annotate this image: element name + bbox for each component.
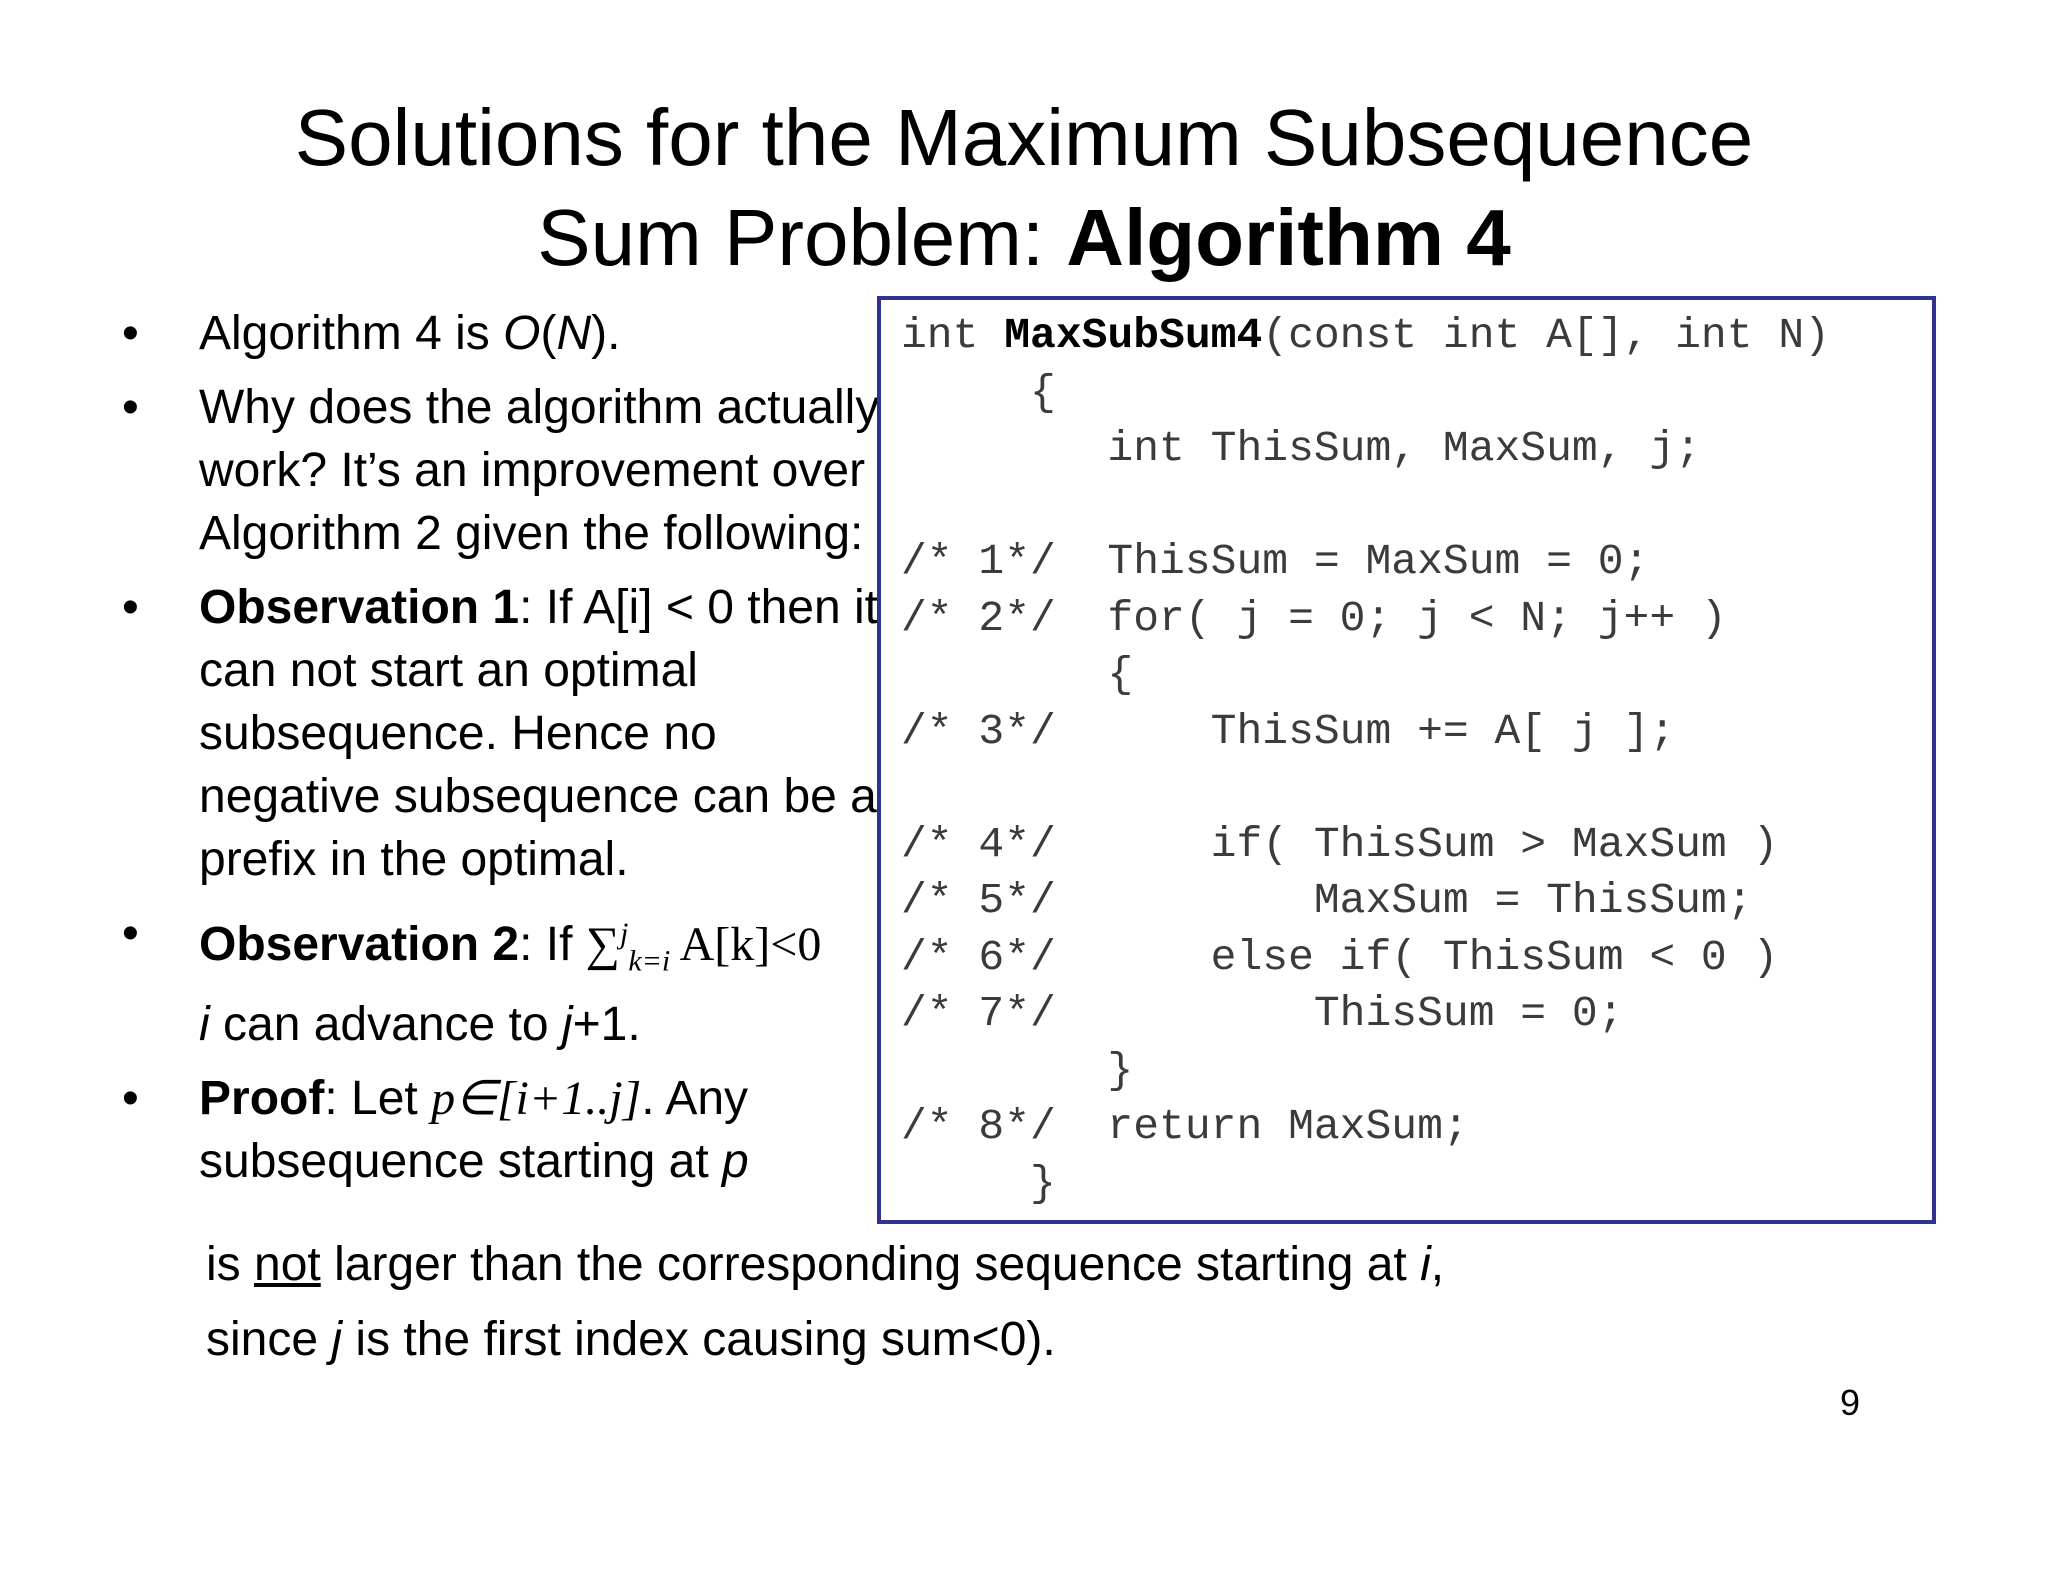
- sum-formula: ∑$^j_{k=i}$ A[k]<0: [585, 917, 822, 978]
- bullet-observation-1: • Observation 1: If A[i] < 0 then it can not start an optimal subsequence. Hence no negative subsequence can be a prefix in the optimal.: [122, 576, 882, 891]
- title-line-1: Solutions for the Maximum Subsequence: [294, 93, 1754, 182]
- code-listing-box: [877, 296, 1936, 1224]
- title-line-2: Sum Problem: Algorithm 4: [537, 193, 1511, 282]
- slide-title: [0, 88, 2048, 288]
- title-algorithm-label: Algorithm 4: [1066, 193, 1511, 282]
- proof-continuation-line-1: is not larger than the corresponding sequence starting at i,: [206, 1238, 1445, 1291]
- bullet-complexity: • Algorithm 4 is O(N).: [122, 302, 882, 365]
- page-number: 9: [1839, 1382, 1861, 1423]
- bullet-observation-2: • Observation 2: If ∑$^j_{k=i}$ A[k]<0 i can advance to j+1.: [122, 902, 882, 1056]
- function-name: MaxSubSum4: [1004, 311, 1263, 360]
- bullet-why-it-works: • Why does the algorithm actually work? It’s an improvement over Algorithm 2 given the following:: [122, 376, 882, 565]
- proof-continuation-line-2: since j is the first index causing sum<0).: [206, 1313, 1056, 1366]
- bullet-list: [122, 302, 882, 1204]
- bullet-proof: • Proof: Let p∈[i+1..j]. Any subsequence starting at p: [122, 1067, 882, 1193]
- proof-formula: p∈[i+1..j]: [431, 1071, 642, 1125]
- code-listing: int MaxSubSum4(const int A[], int N) { int ThisSum, MaxSum, j; /* 1*/ ThisSum = MaxSum = 0; /* 2*/ for( j = 0; j < N; j++ ) { /* 3*/ ThisSum += A[ j ]; /* 4*/ if( ThisSum > MaxSum ) /* 5*/ MaxSum = ThisSum; /* 6*/ else if( ThisSum < 0 ) /* 7*/ ThisSum = 0; } /* 8*/ return MaxSum; }: [901, 311, 1830, 1208]
